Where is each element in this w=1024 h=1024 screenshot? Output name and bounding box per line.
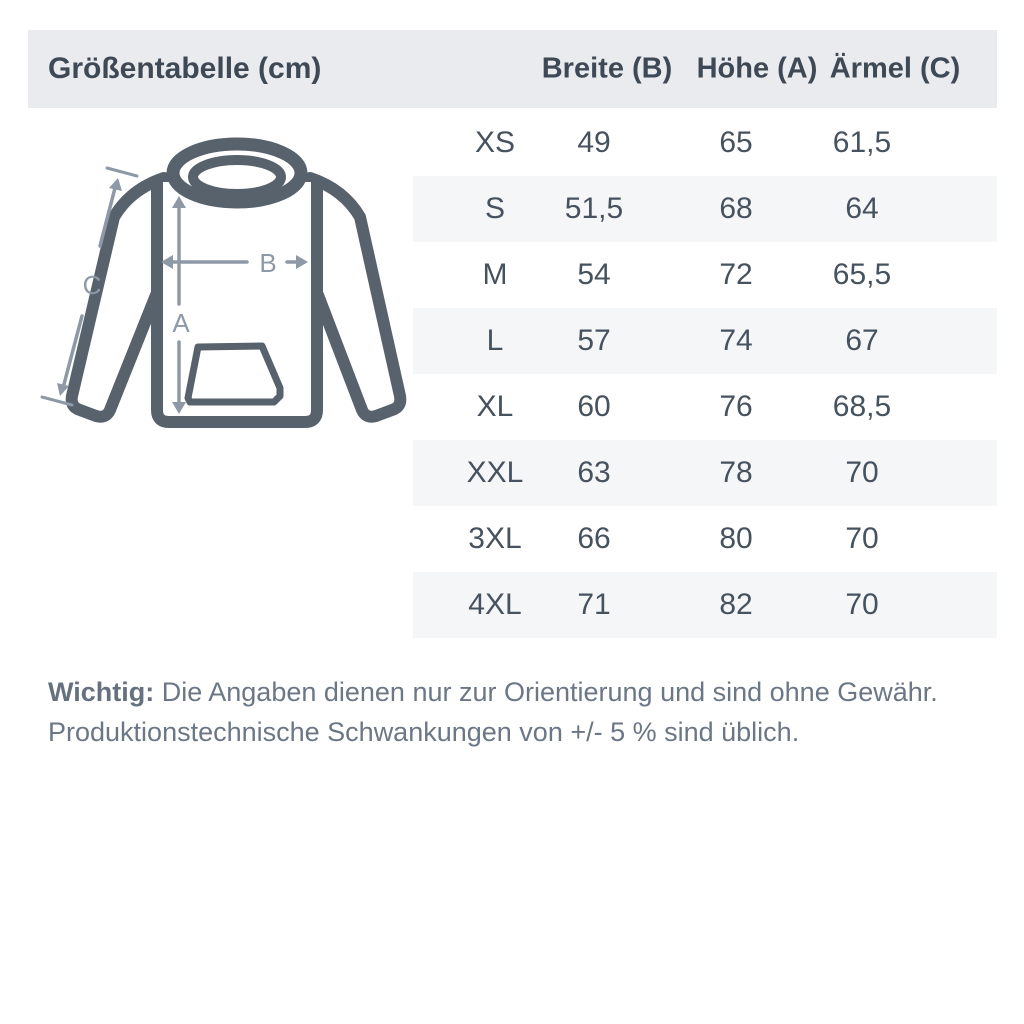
column-header-aermel: Ärmel (C) (829, 52, 961, 85)
size-label: 4XL (468, 588, 522, 621)
hoodie-measurement-diagram (40, 120, 420, 460)
disclaimer-line-1 (48, 672, 978, 712)
measure-label-c: C (82, 270, 102, 300)
breite-value: 54 (577, 258, 611, 291)
breite-value: 71 (577, 588, 611, 621)
measure-label-a: A (172, 308, 190, 338)
size-label: S (484, 192, 506, 225)
disclaimer-line-1-text: Die Angaben dienen nur zur Orientierung und sind ohne Gewähr. (154, 677, 938, 707)
table-row-m (413, 242, 997, 308)
size-label: 3XL (468, 522, 522, 555)
aermel-value: 64 (845, 192, 879, 225)
breite-value: 66 (577, 522, 611, 555)
measure-label-b: B (259, 248, 277, 278)
size-label: XS (474, 126, 516, 159)
aermel-value: 70 (845, 456, 879, 489)
table-row-xl (413, 374, 997, 440)
disclaimer-note (48, 672, 978, 752)
breite-value: 57 (577, 324, 611, 357)
hoehe-value: 80 (719, 522, 753, 555)
hoehe-value: 72 (719, 258, 753, 291)
hoodie-hood (173, 144, 301, 202)
disclaimer-lead: Wichtig: (48, 677, 155, 707)
aermel-value: 65,5 (832, 258, 892, 291)
hoehe-value: 78 (719, 456, 753, 489)
aermel-value: 70 (845, 522, 879, 555)
hoehe-value: 76 (719, 390, 753, 423)
breite-value: 63 (577, 456, 611, 489)
size-label: L (486, 324, 504, 357)
aermel-value: 67 (845, 324, 879, 357)
hoodie-diagram-svg (40, 120, 420, 460)
size-label: M (482, 258, 508, 291)
table-row-3xl (413, 506, 997, 572)
hoehe-value: 65 (719, 126, 753, 159)
aermel-value: 68,5 (832, 390, 892, 423)
table-row-xs (413, 110, 997, 176)
size-label: XL (476, 390, 514, 423)
disclaimer-line-2: Produktionstechnische Schwankungen von +/- 5 % sind üblich. (48, 717, 800, 747)
hoehe-value: 74 (719, 324, 753, 357)
size-label: XXL (466, 456, 524, 489)
breite-value: 51,5 (564, 192, 624, 225)
hoehe-value: 68 (719, 192, 753, 225)
table-row-s (413, 176, 997, 242)
aermel-value: 70 (845, 588, 879, 621)
size-chart-header-bar (28, 30, 997, 108)
size-chart-title: Größentabelle (cm) (48, 52, 322, 85)
table-row-l (413, 308, 997, 374)
breite-value: 49 (577, 126, 611, 159)
column-header-hoehe: Höhe (A) (696, 52, 818, 85)
table-row-xxl (413, 440, 997, 506)
size-table (413, 110, 997, 638)
hoehe-value: 82 (719, 588, 753, 621)
hoodie-pocket (188, 346, 280, 402)
aermel-value: 61,5 (832, 126, 892, 159)
column-header-breite: Breite (B) (541, 52, 673, 85)
table-row-4xl (413, 572, 997, 638)
breite-value: 60 (577, 390, 611, 423)
